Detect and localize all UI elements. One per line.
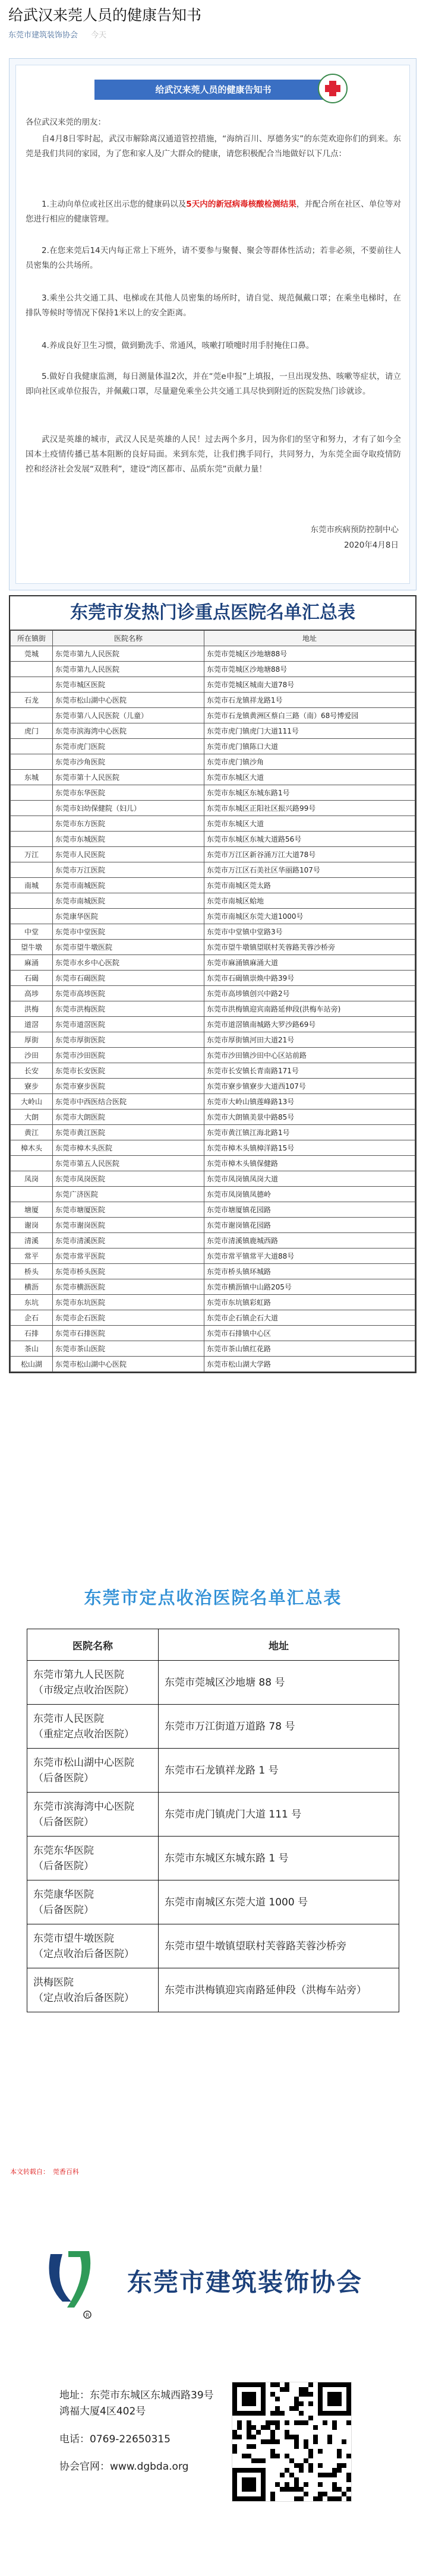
treatment-table-row	[27, 1749, 399, 1793]
repost-note	[10, 2167, 79, 2176]
hospital-cell: 东莞市松山湖中心医院	[53, 1357, 204, 1372]
town-cell: 寮步	[11, 1079, 53, 1094]
town-cell	[11, 1187, 53, 1202]
address-cell: 东莞市石排镇中心区	[204, 1326, 415, 1341]
notice-paragraph-2	[26, 197, 401, 227]
address-cell: 东莞市东城区东城东路1号	[204, 785, 415, 801]
fever-table-row	[11, 1171, 415, 1187]
fever-table-row	[11, 693, 415, 708]
hospital-cell: 东莞市凤岗医院	[53, 1171, 204, 1187]
hospital-cell: 东莞康华医院	[53, 909, 204, 924]
notice-paragraph-5: 4.养成良好卫生习惯，做到勤洗手、常通风，咳嗽打喷嚏时用手肘掩住口鼻。	[42, 341, 314, 350]
address-cell: 东莞市望牛墩镇望联村芙蓉路芙蓉沙桥旁	[204, 940, 415, 955]
town-cell: 望牛墩	[11, 940, 53, 955]
hospital-cell: 东莞市虎门医院	[53, 739, 204, 754]
fever-table-row	[11, 677, 415, 693]
town-cell: 常平	[11, 1249, 53, 1264]
hospital-cell: 东莞市樟木头医院	[53, 1140, 204, 1156]
town-cell: 洪梅	[11, 1001, 53, 1017]
contact-website	[59, 2459, 188, 2475]
address-cell: 东莞市石碣镇崇焕中路39号	[204, 971, 415, 986]
town-cell: 莞城	[11, 646, 53, 662]
treatment-hospital-address: 东莞市东城区东城东路 1 号	[159, 1837, 399, 1880]
site-label: 协会官网：	[59, 2461, 110, 2473]
hospital-cell: 东莞市厚街医院	[53, 1032, 204, 1048]
address-cell: 东莞市常平镇常平大道88号	[204, 1249, 415, 1264]
repost-label: 本文转载自：	[10, 2168, 49, 2176]
town-cell: 谢岗	[11, 1218, 53, 1233]
town-cell: 南城	[11, 878, 53, 893]
town-cell: 塘厦	[11, 1202, 53, 1218]
fever-table-row	[11, 1187, 415, 1202]
fever-table-row	[11, 646, 415, 662]
association-logo-icon	[39, 2242, 98, 2325]
fever-table-row	[11, 847, 415, 862]
fever-table-row	[11, 1202, 415, 1218]
address-cell: 东莞市沙田镇沙田中心区站前路	[204, 1048, 415, 1063]
fever-table-grid	[10, 630, 415, 1372]
contact-phone	[59, 2432, 171, 2448]
town-cell: 大岭山	[11, 1094, 53, 1110]
address-cell: 东莞市中堂镇中堂路3号	[204, 924, 415, 940]
treatment-hospital-address: 东莞市洪梅镇迎宾南路延伸段（洪梅车站旁）	[159, 1968, 399, 2012]
hospital-cell: 东莞市第九人民医院	[53, 646, 204, 662]
phone-label: 电话：	[59, 2433, 90, 2445]
address-cell: 东莞市寮步镇寮步大道西107号	[204, 1079, 415, 1094]
treatment-table-row	[27, 1705, 399, 1749]
p2-pre: 1.主动向单位或社区出示您的健康码以及	[42, 200, 187, 209]
notice-paragraph-4: 3.乘坐公共交通工具、电梯或在其他人员密集的场所时，请自觉、规范佩戴口罩；在乘坐电梯时，在排队等候时等情况下保持1米以上的安全距离。	[26, 293, 401, 318]
address-cell: 东莞市东坑镇彩虹路	[204, 1295, 415, 1310]
association-name: 东莞市建筑装饰协会	[127, 2268, 363, 2297]
fever-table-row	[11, 955, 415, 971]
fever-table-row	[11, 1341, 415, 1357]
fever-table-row	[11, 1017, 415, 1032]
svg-text:R: R	[86, 2313, 90, 2319]
hospital-cell: 东莞市大朗医院	[53, 1110, 204, 1125]
fever-table-row	[11, 1032, 415, 1048]
hospital-cell: 东莞市滨海湾中心医院	[53, 723, 204, 739]
address-cell: 东莞市东城区大道	[204, 770, 415, 785]
fever-table-row	[11, 832, 415, 847]
treatment-table-row	[27, 1968, 399, 2012]
hospital-cell: 东莞市水乡中心医院	[53, 955, 204, 971]
address-cell: 东莞市茶山镇红花路	[204, 1341, 415, 1357]
address-cell: 东莞市麻涌镇麻涌大道	[204, 955, 415, 971]
fever-clinic-table	[9, 595, 416, 1373]
fever-table-header-row	[11, 631, 415, 646]
hospital-cell: 东莞市道滘医院	[53, 1017, 204, 1032]
hospital-cell: 东莞市东方医院	[53, 816, 204, 832]
town-cell: 企石	[11, 1310, 53, 1326]
fever-table-row	[11, 770, 415, 785]
town-cell: 东城	[11, 770, 53, 785]
fever-table-row	[11, 1264, 415, 1279]
town-cell: 万江	[11, 847, 53, 862]
town-cell: 石碣	[11, 971, 53, 986]
hospital-cell: 东莞市南城医院	[53, 878, 204, 893]
fever-table-row	[11, 1295, 415, 1310]
treatment-hospital-name: 东莞康华医院 （后备医院）	[27, 1880, 159, 1924]
town-cell: 清溪	[11, 1233, 53, 1249]
address-cell: 东莞市樟木头镇樟洋路15号	[204, 1140, 415, 1156]
treatment-table-body	[27, 1661, 399, 2012]
hospital-cell: 东莞市第九人民医院	[53, 662, 204, 677]
notice-card	[9, 58, 416, 590]
treatment-hospital-name: 东莞市人民医院 （重症定点收治医院）	[27, 1705, 159, 1749]
hospital-cell: 东莞市桥头医院	[53, 1264, 204, 1279]
notice-paragraph-3: 2.在您来莞后14天内每正常上下班外，请不要参与聚餐、聚会等群体性活动；若非必须，不要前往人员密集的公共场所。	[26, 246, 401, 270]
hospital-cell: 东莞市南城医院	[53, 893, 204, 909]
town-cell: 高埗	[11, 986, 53, 1001]
address-cell: 东莞市莞城区城南大道78号	[204, 677, 415, 693]
address-cell: 东莞市谢岗镇花园路	[204, 1218, 415, 1233]
address-cell: 东莞市石龙镇黄洲区蔡白三路（南）68号博爱园	[204, 708, 415, 723]
notice-banner: 给武汉来莞人员的健康告知书	[94, 80, 332, 100]
fever-table-row	[11, 1279, 415, 1295]
article-title: 给武汉来莞人员的健康告知书	[8, 7, 202, 24]
address-cell: 东莞市东城区正阳社区振兴路99号	[204, 801, 415, 816]
hospital-cell: 东莞市谢岗医院	[53, 1218, 204, 1233]
fever-table-row	[11, 1110, 415, 1125]
repost-source-link[interactable]: 莞香百科	[53, 2168, 79, 2176]
notice-sign-date: 2020年4月8日	[343, 541, 399, 550]
hospital-cell: 东莞市高埗医院	[53, 986, 204, 1001]
town-cell	[11, 739, 53, 754]
address-label: 地址：	[59, 2389, 90, 2401]
town-cell: 麻涌	[11, 955, 53, 971]
notice-inner	[15, 65, 410, 584]
fever-table-row	[11, 662, 415, 677]
treatment-hospital-name: 东莞市松山湖中心医院 （后备医院）	[27, 1749, 159, 1793]
treatment-hospital-name: 东莞市望牛墩医院 （定点收治后备医院）	[27, 1924, 159, 1968]
hospital-cell: 东莞市第五人民医院	[53, 1156, 204, 1171]
address-cell: 东莞市虎门镇陈口大道	[204, 739, 415, 754]
hospital-cell: 东莞市塘厦医院	[53, 1202, 204, 1218]
notice-paragraph-7: 武汉是英雄的城市，武汉人民是英雄的人民！过去两个多月，因为你们的坚守和努力，才有了如今全国本土疫情传播已基本阻断的良好局面。来到东莞，让我们携手同行，共同努力，为东莞全面夺取疫情防控和经济社会发展“双胜利”，建设“湾区都市、品质东莞”贡献力量！	[26, 435, 401, 474]
fever-table-title: 东莞市发热门诊重点医院名单汇总表	[10, 596, 415, 630]
fever-table-row	[11, 754, 415, 770]
fever-table-row	[11, 739, 415, 754]
treatment-table-title: 东莞市定点收治医院名单汇总表	[84, 1588, 342, 1608]
treatment-table-row	[27, 1837, 399, 1880]
treatment-hospital-table	[27, 1629, 399, 2012]
fever-table-header-town: 所在镇街	[11, 631, 53, 646]
address-cell: 东莞市高埗镇创兴中路2号	[204, 986, 415, 1001]
hospital-cell: 东莞市妇幼保健院（妇儿）	[53, 801, 204, 816]
treatment-table-row	[27, 1661, 399, 1705]
qr-code-icon	[232, 2382, 352, 2502]
town-cell	[11, 708, 53, 723]
fever-table-row	[11, 723, 415, 739]
treatment-table-row	[27, 1924, 399, 1968]
hospital-cell: 东莞广济医院	[53, 1187, 204, 1202]
town-cell	[11, 1156, 53, 1171]
treatment-table-header-row	[27, 1629, 399, 1661]
hospital-cell: 东莞市东坑医院	[53, 1295, 204, 1310]
article-time: 今天	[91, 31, 107, 40]
fever-table-row	[11, 1140, 415, 1156]
address-cell: 东莞市南城区东莞大道1000号	[204, 909, 415, 924]
fever-table-row	[11, 909, 415, 924]
treatment-header-address: 地址	[159, 1629, 399, 1661]
hospital-cell: 东莞市中堂医院	[53, 924, 204, 940]
hospital-cell: 东莞市石碣医院	[53, 971, 204, 986]
town-cell: 沙田	[11, 1048, 53, 1063]
hospital-cell: 东莞市第十人民医院	[53, 770, 204, 785]
town-cell	[11, 662, 53, 677]
fever-table-body	[11, 646, 415, 1372]
town-cell	[11, 754, 53, 770]
fever-table-row	[11, 862, 415, 878]
fever-table-row	[11, 924, 415, 940]
address-cell: 东莞市南城区蛤地	[204, 893, 415, 909]
town-cell: 松山湖	[11, 1357, 53, 1372]
treatment-hospital-address: 东莞市石龙镇祥龙路 1 号	[159, 1749, 399, 1793]
phone-value: 0769-22650315	[90, 2433, 171, 2445]
fever-table-row	[11, 878, 415, 893]
hospital-cell: 东莞市人民医院	[53, 847, 204, 862]
hospital-cell: 东莞市万江医院	[53, 862, 204, 878]
notice-greeting: 各位武汉来莞的朋友：	[26, 118, 106, 127]
town-cell: 石龙	[11, 693, 53, 708]
hospital-cell: 东莞市寮步医院	[53, 1079, 204, 1094]
fever-table-row	[11, 1048, 415, 1063]
p2-post: ，并配合所在社区、单位等对您进行相应的健康管理。	[26, 200, 401, 224]
hospital-cell: 东莞市横沥医院	[53, 1279, 204, 1295]
address-cell: 东莞市凤岗镇凤岗大道	[204, 1171, 415, 1187]
town-cell: 桥头	[11, 1264, 53, 1279]
treatment-hospital-address: 东莞市莞城区沙地塘 88 号	[159, 1661, 399, 1705]
town-cell	[11, 816, 53, 832]
address-cell: 东莞市横沥镇中山路205号	[204, 1279, 415, 1295]
town-cell	[11, 801, 53, 816]
town-cell: 中堂	[11, 924, 53, 940]
fever-table-row	[11, 1156, 415, 1171]
notice-sign-org: 东莞市疾病预防控制中心	[310, 525, 399, 535]
hospital-cell: 东莞市望牛墩医院	[53, 940, 204, 955]
town-cell: 大朗	[11, 1110, 53, 1125]
town-cell: 凤岗	[11, 1171, 53, 1187]
town-cell: 横沥	[11, 1279, 53, 1295]
fever-table-row	[11, 1063, 415, 1079]
address-cell: 东莞市凤岗镇凤德岭	[204, 1187, 415, 1202]
town-cell: 厚街	[11, 1032, 53, 1048]
fever-table-row	[11, 785, 415, 801]
fever-table-row	[11, 1094, 415, 1110]
town-cell: 石排	[11, 1326, 53, 1341]
town-cell	[11, 862, 53, 878]
address-cell: 东莞市塘厦镇花园路	[204, 1202, 415, 1218]
address-value: 东莞市东城区东城西路39号鸿福大厦4区402号	[59, 2389, 214, 2417]
address-cell: 东莞市石龙镇祥龙路1号	[204, 693, 415, 708]
hospital-cell: 东莞市松山湖中心医院	[53, 693, 204, 708]
address-cell: 东莞市南城区莞太路	[204, 878, 415, 893]
fever-table-row	[11, 971, 415, 986]
town-cell: 虎门	[11, 723, 53, 739]
hospital-cell: 东莞市城区医院	[53, 677, 204, 693]
fever-table-header-hospital: 医院名称	[53, 631, 204, 646]
treatment-hospital-address: 东莞市万江街道万道路 78 号	[159, 1705, 399, 1749]
treatment-hospital-name: 东莞东华医院 （后备医院）	[27, 1837, 159, 1880]
town-cell: 东坑	[11, 1295, 53, 1310]
p2-highlight: 5天内的新冠病毒核酸检测结果	[186, 200, 296, 209]
treatment-hospital-address: 东莞市南城区东莞大道 1000 号	[159, 1880, 399, 1924]
address-cell: 东莞市莞城区沙地塘88号	[204, 662, 415, 677]
fever-table-row	[11, 1218, 415, 1233]
hospital-cell: 东莞市中西医结合医院	[53, 1094, 204, 1110]
treatment-hospital-address: 东莞市虎门镇虎门大道 111 号	[159, 1793, 399, 1837]
address-cell: 东莞市黄江镇江海北路1号	[204, 1125, 415, 1140]
address-cell: 东莞市东城区东城大道路56号	[204, 832, 415, 847]
town-cell	[11, 677, 53, 693]
town-cell: 茶山	[11, 1341, 53, 1357]
hospital-cell: 东莞市石排医院	[53, 1326, 204, 1341]
hospital-cell: 东莞市黄江医院	[53, 1125, 204, 1140]
treatment-table-row	[27, 1793, 399, 1837]
address-cell: 东莞市清溪镇鹿城西路	[204, 1233, 415, 1249]
hospital-cell: 东莞市东华医院	[53, 785, 204, 801]
contact-address	[59, 2388, 220, 2420]
address-cell: 东莞市樟木头镇保健路	[204, 1156, 415, 1171]
address-cell: 东莞市企石镇企石大道	[204, 1310, 415, 1326]
hospital-cell: 东莞市第八人民医院（儿童）	[53, 708, 204, 723]
town-cell	[11, 893, 53, 909]
fever-table-row	[11, 1249, 415, 1264]
hospital-cell: 东莞市常平医院	[53, 1249, 204, 1264]
address-cell: 东莞市桥头镇环城路	[204, 1264, 415, 1279]
article-meta	[8, 29, 106, 40]
address-cell: 东莞市洪梅镇迎宾南路延伸段(洪梅车站旁)	[204, 1001, 415, 1017]
fever-table-row	[11, 1079, 415, 1094]
address-cell: 东莞市莞城区沙地塘88号	[204, 646, 415, 662]
address-cell: 东莞市道滘镇南城路大罗沙路69号	[204, 1017, 415, 1032]
hospital-cell: 东莞市长安医院	[53, 1063, 204, 1079]
article-source-link[interactable]: 东莞市建筑装饰协会	[8, 31, 78, 40]
address-cell: 东莞市万江区新谷涌万江大道78号	[204, 847, 415, 862]
fever-table-row	[11, 1233, 415, 1249]
address-cell: 东莞市东城区大道	[204, 816, 415, 832]
hospital-cell: 东莞市茶山医院	[53, 1341, 204, 1357]
hospital-cell: 东莞市沙角医院	[53, 754, 204, 770]
fever-table-row	[11, 816, 415, 832]
site-link[interactable]: www.dgbda.org	[110, 2461, 189, 2473]
treatment-header-name: 医院名称	[27, 1629, 159, 1661]
fever-table-header-address: 地址	[204, 631, 415, 646]
address-cell: 东莞市虎门镇虎门大道111号	[204, 723, 415, 739]
town-cell: 道滘	[11, 1017, 53, 1032]
fever-table-row	[11, 1001, 415, 1017]
treatment-hospital-name: 东莞市第九人民医院 （市级定点收治医院）	[27, 1661, 159, 1705]
address-cell: 东莞市万江区石美社区华丽路107号	[204, 862, 415, 878]
treatment-table-row	[27, 1880, 399, 1924]
hospital-cell: 东莞市洪梅医院	[53, 1001, 204, 1017]
fever-table-row	[11, 940, 415, 955]
fever-table-row	[11, 986, 415, 1001]
fever-table-row	[11, 708, 415, 723]
town-cell	[11, 909, 53, 924]
fever-table-row	[11, 1326, 415, 1341]
address-cell: 东莞市大朗镇美景中路85号	[204, 1110, 415, 1125]
hospital-cell: 东莞市企石医院	[53, 1310, 204, 1326]
treatment-hospital-address: 东莞市望牛墩镇望联村芙蓉路芙蓉沙桥旁	[159, 1924, 399, 1968]
town-cell	[11, 785, 53, 801]
fever-table-row	[11, 1357, 415, 1372]
fever-table-row	[11, 893, 415, 909]
town-cell	[11, 832, 53, 847]
town-cell: 樟木头	[11, 1140, 53, 1156]
notice-paragraph-1: 自4月8日零时起，武汉市解除离汉通道管控措施，“海纳百川、厚德务实”的东莞欢迎你们的到来。东莞是我们共同的家园，为了您和家人及广大群众的健康，请您积极配合当地做好以下几点：	[26, 134, 401, 159]
address-cell: 东莞市大岭山镇莲峰路13号	[204, 1094, 415, 1110]
hospital-cell: 东莞市清溪医院	[53, 1233, 204, 1249]
treatment-hospital-name: 东莞市滨海湾中心医院 （后备医院）	[27, 1793, 159, 1837]
treatment-hospital-name: 洪梅医院 （定点收治后备医院）	[27, 1968, 159, 2012]
fever-table-row	[11, 1125, 415, 1140]
address-cell: 东莞市长安镇长青南路171号	[204, 1063, 415, 1079]
town-cell: 黄江	[11, 1125, 53, 1140]
hospital-cell: 东莞市东城医院	[53, 832, 204, 847]
cdc-emblem-icon	[318, 74, 348, 103]
address-cell: 东莞市虎门镇沙角	[204, 754, 415, 770]
fever-table-row	[11, 801, 415, 816]
address-cell: 东莞市松山湖大学路	[204, 1357, 415, 1372]
notice-paragraph-6: 5.做好自我健康监测，每日测量体温2次，并在“莞e申报”上填报，一旦出现发热、咳嗽等症状，请立即向社区或单位报告，并佩戴口罩，尽量避免乘坐公共交通工具尽快到附近的医院发热门诊就诊。	[26, 372, 401, 396]
address-cell: 东莞市厚街镇河田大道21号	[204, 1032, 415, 1048]
fever-table-row	[11, 1310, 415, 1326]
hospital-cell: 东莞市沙田医院	[53, 1048, 204, 1063]
town-cell: 长安	[11, 1063, 53, 1079]
